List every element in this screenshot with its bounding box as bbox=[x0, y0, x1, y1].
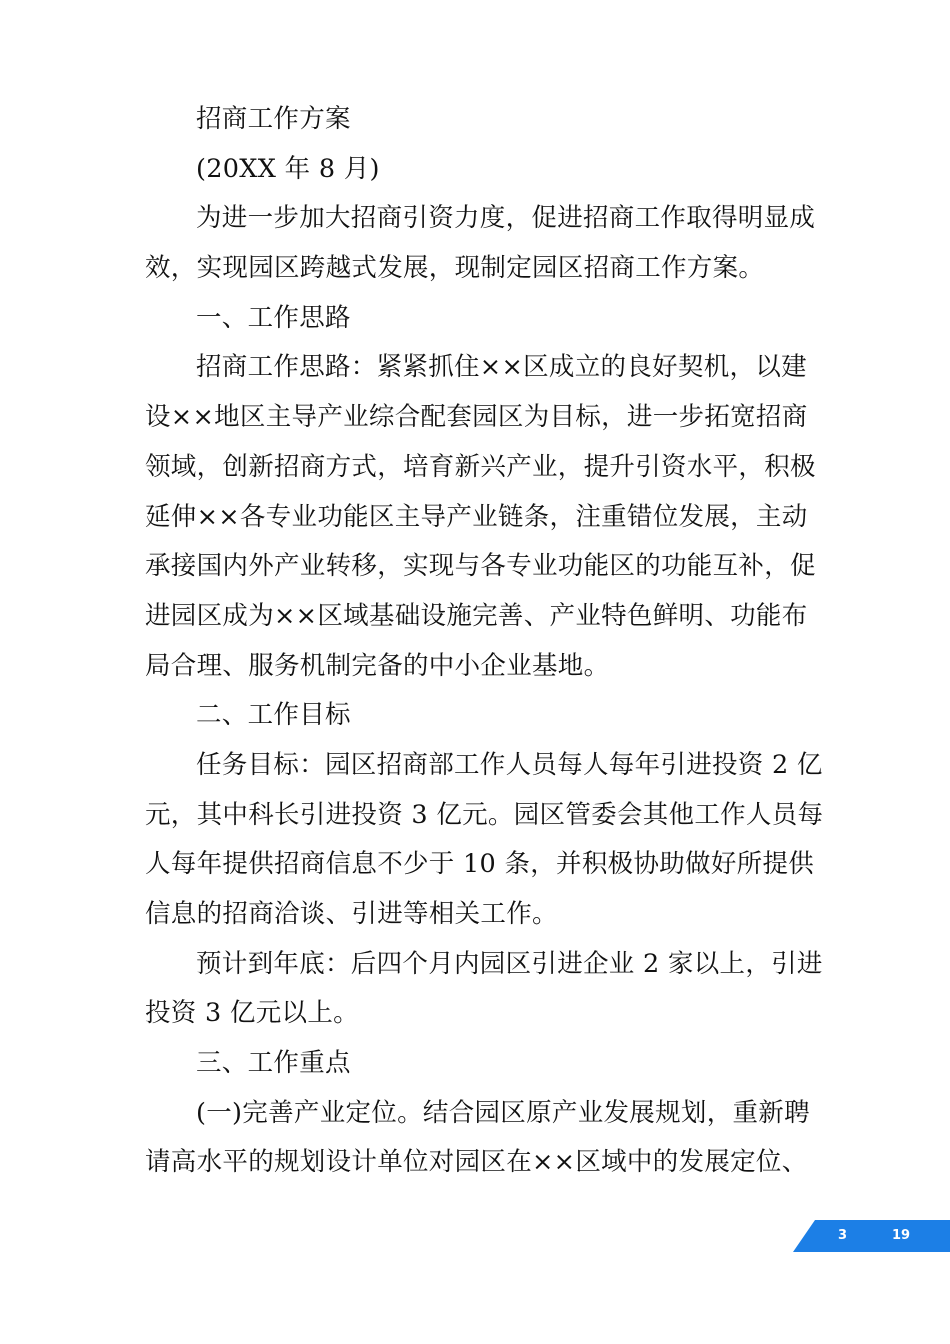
paragraph-line: 进园区成为××区域基础设施完善、产业特色鲜明、功能布 bbox=[145, 600, 808, 631]
paragraph-line: 承接国内外产业转移，实现与各专业功能区的功能互补，促 bbox=[145, 551, 816, 582]
section-heading-1: 一、工作思路 bbox=[196, 302, 351, 333]
paragraph-line: 任务目标：园区招商部工作人员每人每年引进投资 2 亿 bbox=[196, 749, 823, 780]
paragraph-line: 为进一步加大招商引资力度，促进招商工作取得明显成 bbox=[196, 203, 816, 234]
total-pages-number: 19 bbox=[892, 1228, 911, 1243]
document-date: (20XX 年 8 月) bbox=[196, 153, 380, 184]
paragraph-line: 信息的招商洽谈、引进等相关工作。 bbox=[145, 899, 558, 929]
page-footer bbox=[0, 1220, 950, 1252]
page-indicator-badge bbox=[793, 1220, 950, 1252]
paragraph-line: 预计到年底：后四个月内园区引进企业 2 家以上，引进 bbox=[196, 948, 823, 979]
paragraph-line: (一)完善产业定位。结合园区原产业发展规划，重新聘 bbox=[196, 1097, 810, 1128]
paragraph-line: 元，其中科长引进投资 3 亿元。园区管委会其他工作人员每 bbox=[145, 799, 824, 830]
paragraph-line: 请高水平的规划设计单位对园区在××区域中的发展定位、 bbox=[145, 1147, 808, 1178]
paragraph-line: 领域，创新招商方式，培育新兴产业，提升引资水平，积极 bbox=[145, 451, 816, 482]
paragraph-line: 延伸××各专业功能区主导产业链条，注重错位发展，主动 bbox=[145, 501, 808, 532]
paragraph-line: 设××地区主导产业综合配套园区为目标，进一步拓宽招商 bbox=[145, 402, 808, 433]
paragraph-line: 局合理、服务机制完备的中小企业基地。 bbox=[145, 650, 610, 681]
paragraph-line: 人每年提供招商信息不少于 10 条，并积极协助做好所提供 bbox=[145, 849, 815, 880]
paragraph-line: 招商工作思路：紧紧抓住××区成立的良好契机，以建 bbox=[196, 352, 807, 383]
document-title: 招商工作方案 bbox=[196, 104, 351, 134]
document-body bbox=[145, 95, 824, 1188]
section-heading-3: 三、工作重点 bbox=[196, 1048, 351, 1079]
paragraph-line: 效，实现园区跨越式发展，现制定园区招商工作方案。 bbox=[145, 253, 765, 284]
paragraph-line: 投资 3 亿元以上。 bbox=[145, 998, 359, 1029]
current-page-number: 3 bbox=[838, 1228, 848, 1243]
section-heading-2: 二、工作目标 bbox=[196, 700, 351, 731]
